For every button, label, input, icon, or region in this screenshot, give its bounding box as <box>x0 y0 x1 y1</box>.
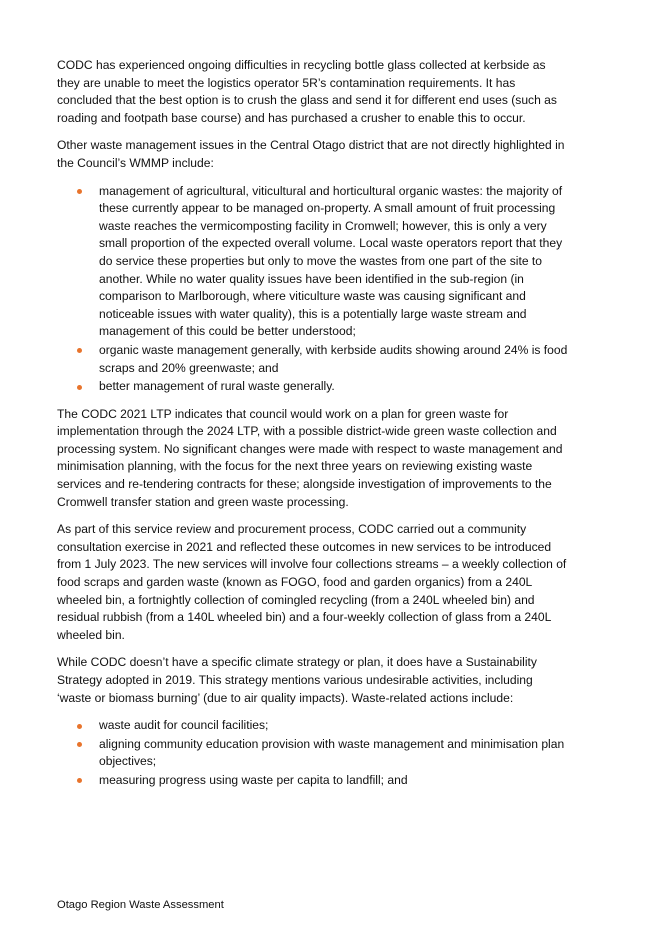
list-item-text: organic waste management generally, with kerbside audits showing around 24% is food scraps and 20% greenwaste; and <box>99 342 568 375</box>
list-item-text: better management of rural waste generally. <box>99 379 335 394</box>
list-item-text: measuring progress using waste per capita to landfill; and <box>99 772 408 787</box>
issues-list <box>57 183 569 396</box>
actions-list <box>57 717 569 789</box>
list-item <box>57 183 569 341</box>
bullet-icon <box>77 742 82 747</box>
bullet-icon <box>77 778 82 783</box>
bullet-icon <box>77 348 82 353</box>
list-item-text: aligning community education provision with waste management and minimisation plan objectives; <box>99 736 565 769</box>
paragraph-sustainability: While CODC doesn’t have a specific climate strategy or plan, it does have a Sustainability Strategy adopted in 2019. This strategy mentions various undesirable activities, including ‘waste or biomass burning’ (due to air quality impacts). Waste-related actions include: <box>57 655 537 705</box>
list-item <box>57 772 569 790</box>
paragraph-other-issues: Other waste management issues in the Central Otago district that are not directly highlighted in the Council’s WMMP include: <box>57 138 565 170</box>
paragraph-service-review: As part of this service review and procurement process, CODC carried out a community consultation exercise in 2021 and reflected these outcomes in new services to be introduced from 1 July 2023. The new services will involve four collections streams – a weekly collection of food scraps and garden waste (known as FOGO, food and garden organics) from a 240L wheeled bin, a fortnightly collection of comingled recycling (from a 240L wheeled bin) and residual rubbish (from a 140L wheeled bin) and a four-weekly collection of glass from a 240L wheeled bin. <box>57 522 567 642</box>
bullet-icon <box>77 189 82 194</box>
list-item <box>57 342 569 377</box>
list-item <box>57 378 569 396</box>
paragraph-glass-recycling: CODC has experienced ongoing difficulties in recycling bottle glass collected at kerbside as they are unable to meet the logistics operator 5R’s contamination requirements. It has concluded that the best option is to crush the glass and send it for different end uses (such as roading and footpath base course) and has purchased a crusher to enable this to occur. <box>57 58 557 125</box>
list-item-text: waste audit for council facilities; <box>99 718 269 733</box>
list-item-text: management of agricultural, viticultural and horticultural organic wastes: the majority of these currently appear to be managed on-property. A small amount of fruit processing waste reaches the vermicomposting facility in Cromwell; however, this is only a very small proportion of the expected overall volume. Local waste operators report that they do service these properties but only to move the wastes from one part of the site to another. While no water quality issues have been identified in the sub-region (in comparison to Marlborough, where viticulture waste was causing significant and noticeable issues with water quality), this is a potentially large waste stream and management of this could be better understood; <box>99 183 563 339</box>
bullet-icon <box>77 724 82 729</box>
bullet-icon <box>77 385 82 390</box>
document-body <box>57 57 569 800</box>
paragraph-ltp: The CODC 2021 LTP indicates that council would work on a plan for green waste for implementation through the 2024 LTP, with a possible district-wide green waste collection and processing system. No significant changes were made with respect to waste management and minimisation planning, with the focus for the next three years on reviewing existing waste services and re-tendering contracts for these; alongside investigation of improvements to the Cromwell transfer station and green waste processing. <box>57 406 563 509</box>
list-item <box>57 736 569 771</box>
list-item <box>57 717 569 735</box>
page-footer: Otago Region Waste Assessment <box>57 899 224 911</box>
